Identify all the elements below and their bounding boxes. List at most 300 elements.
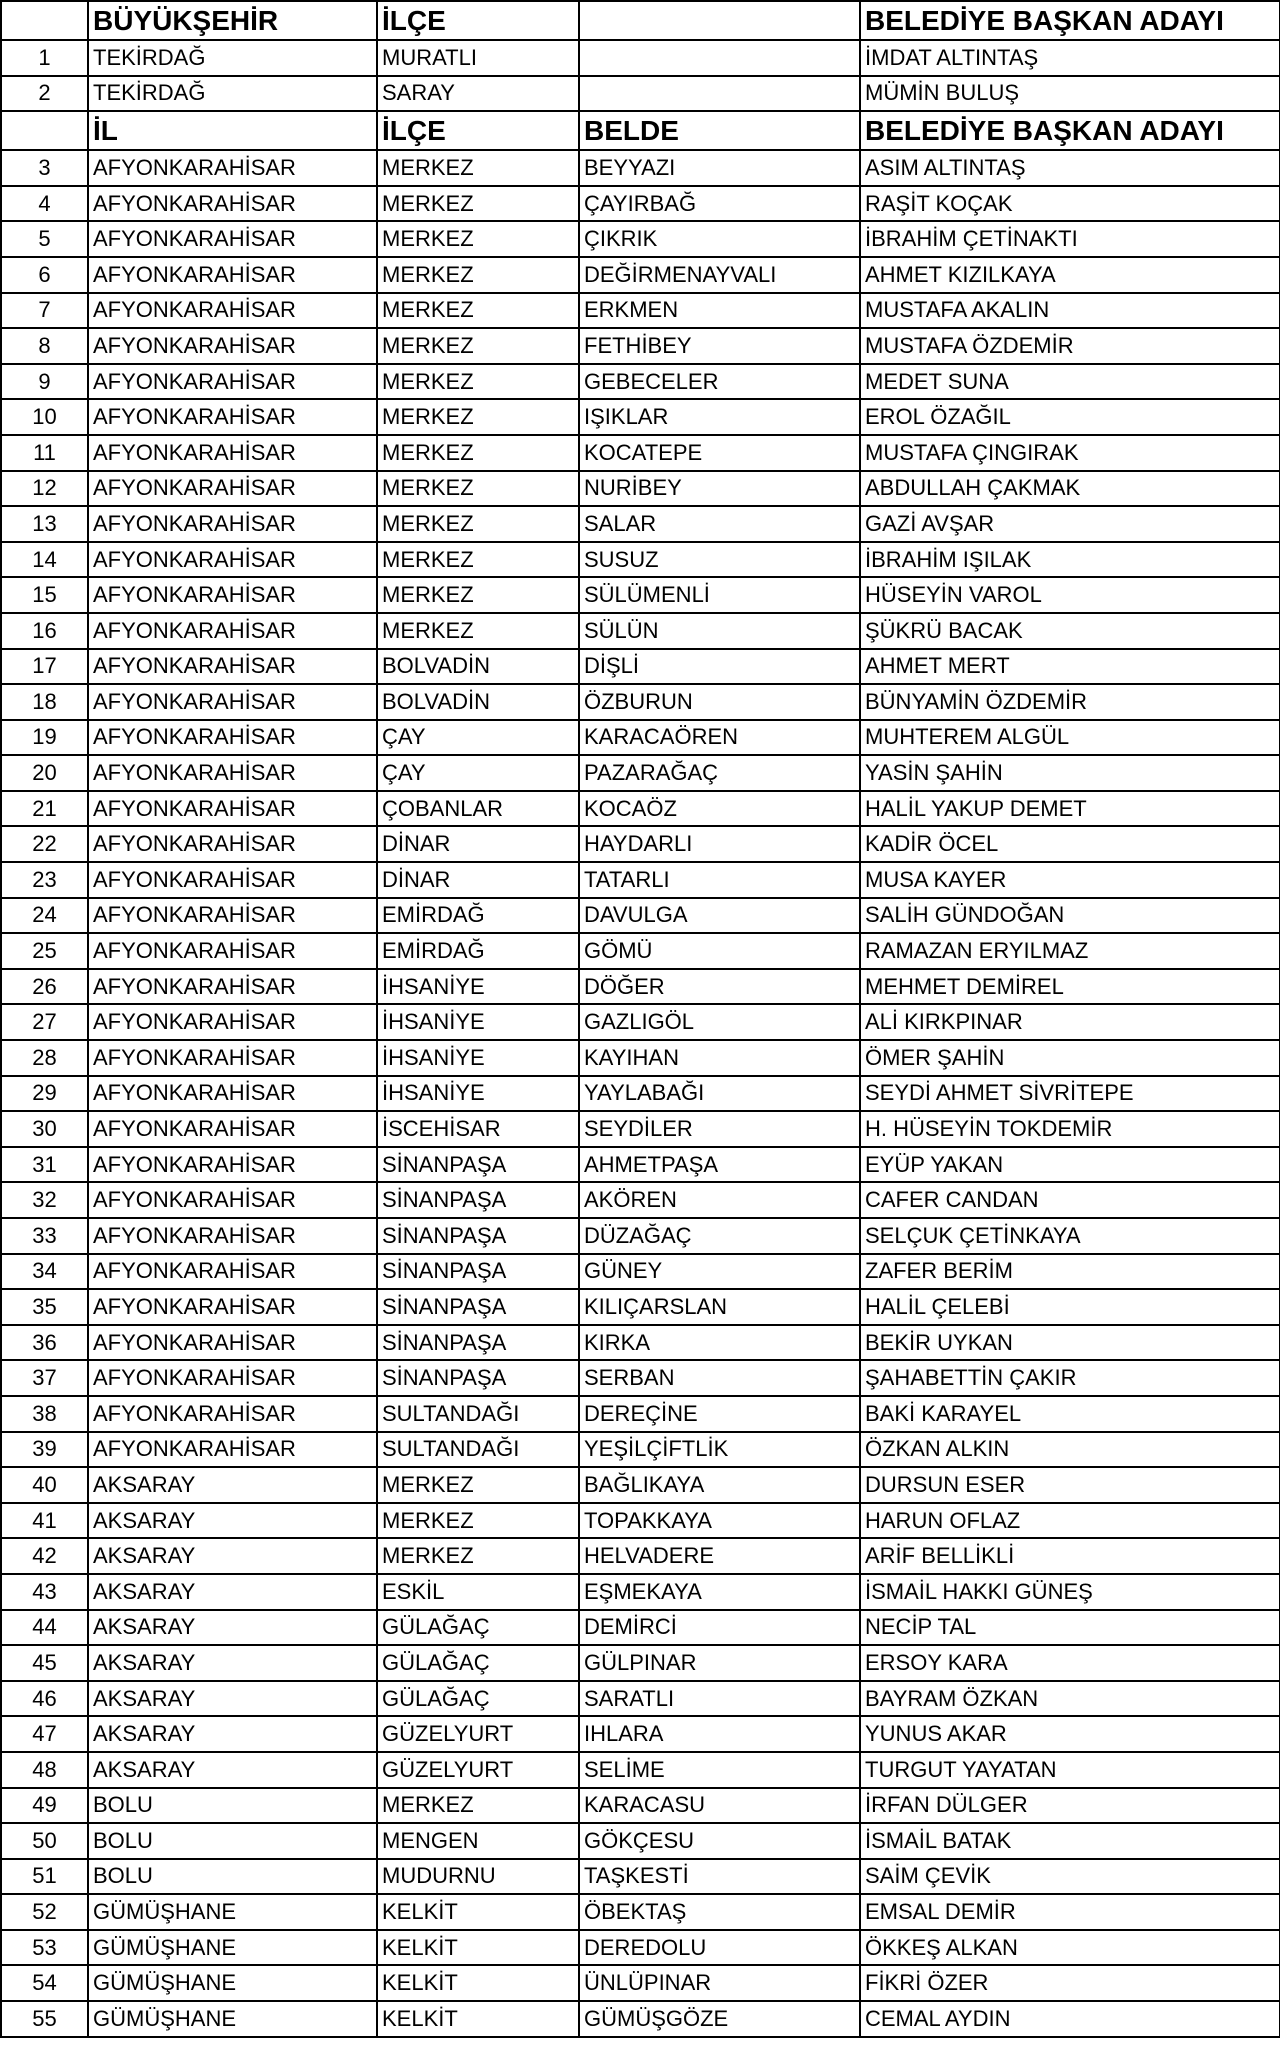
table-row (1, 1289, 1280, 1325)
cell-town: KILIÇARSLAN (579, 1289, 860, 1325)
cell-row-number: 35 (1, 1289, 88, 1325)
cell-row-number: 9 (1, 364, 88, 400)
cell-province: AFYONKARAHİSAR (88, 1218, 377, 1254)
cell-row-number: 4 (1, 186, 88, 222)
cell-province: AFYONKARAHİSAR (88, 1396, 377, 1432)
cell-district: EMİRDAĞ (377, 898, 579, 934)
cell-mayor-candidate: NECİP TAL (860, 1610, 1280, 1646)
table-row (1, 1360, 1280, 1396)
cell-row-number: 39 (1, 1432, 88, 1468)
cell-town: ÜNLÜPINAR (579, 1965, 860, 2001)
cell-mayor-candidate: MEHMET DEMİREL (860, 969, 1280, 1005)
cell-row-number: 43 (1, 1574, 88, 1610)
cell-district: MERKEZ (377, 328, 579, 364)
cell-province: AKSARAY (88, 1610, 377, 1646)
table-row (1, 1538, 1280, 1574)
cell-province: BOLU (88, 1788, 377, 1824)
cell-row-number: 19 (1, 720, 88, 756)
cell-mayor-candidate: SALİH GÜNDOĞAN (860, 898, 1280, 934)
cell-mayor-candidate: CAFER CANDAN (860, 1182, 1280, 1218)
cell-mayor-candidate: İBRAHİM ÇETİNAKTI (860, 221, 1280, 257)
cell-town: ERKMEN (579, 293, 860, 329)
cell-district: İHSANİYE (377, 1040, 579, 1076)
cell-town: PAZARAĞAÇ (579, 755, 860, 791)
cell-mayor-candidate: YUNUS AKAR (860, 1716, 1280, 1752)
cell-row-number: 45 (1, 1645, 88, 1681)
cell-town: TATARLI (579, 862, 860, 898)
cell-mayor-candidate: GAZİ AVŞAR (860, 506, 1280, 542)
header-row (1, 1, 1280, 40)
cell-town: HAYDARLI (579, 826, 860, 862)
cell-district: GÜLAĞAÇ (377, 1610, 579, 1646)
cell-mayor-candidate: ÖZKAN ALKIN (860, 1432, 1280, 1468)
cell-district: DİNAR (377, 862, 579, 898)
cell-row-number: 21 (1, 791, 88, 827)
cell-mayor-candidate: RAMAZAN ERYILMAZ (860, 933, 1280, 969)
cell-town: KAYIHAN (579, 1040, 860, 1076)
table-row (1, 1788, 1280, 1824)
candidate-table-body (1, 1, 1280, 2037)
cell-mayor-candidate: AHMET MERT (860, 649, 1280, 685)
table-row (1, 755, 1280, 791)
cell-district: SİNANPAŞA (377, 1147, 579, 1183)
cell-row-number: 22 (1, 826, 88, 862)
cell-district: MERKEZ (377, 613, 579, 649)
cell-mayor-candidate: ŞAHABETTİN ÇAKIR (860, 1360, 1280, 1396)
table-row (1, 898, 1280, 934)
cell-town: KARACAÖREN (579, 720, 860, 756)
cell-row-number: 10 (1, 399, 88, 435)
cell-district: MERKEZ (377, 542, 579, 578)
cell-row-number: 51 (1, 1859, 88, 1895)
cell-province: AFYONKARAHİSAR (88, 257, 377, 293)
cell-row-number: 54 (1, 1965, 88, 2001)
cell-row-number: 31 (1, 1147, 88, 1183)
cell-district: SULTANDAĞI (377, 1432, 579, 1468)
cell-row-number: 16 (1, 613, 88, 649)
cell-province: AFYONKARAHİSAR (88, 1040, 377, 1076)
cell-district: MUDURNU (377, 1859, 579, 1895)
cell-province: AFYONKARAHİSAR (88, 1004, 377, 1040)
cell-town: EŞMEKAYA (579, 1574, 860, 1610)
cell-row-number: 25 (1, 933, 88, 969)
cell-mayor-candidate: KADİR ÖCEL (860, 826, 1280, 862)
cell-province: AFYONKARAHİSAR (88, 1076, 377, 1112)
table-row (1, 1325, 1280, 1361)
cell-town (579, 76, 860, 112)
cell-row-number: 32 (1, 1182, 88, 1218)
table-row (1, 684, 1280, 720)
cell-mayor-candidate: MUSTAFA ÖZDEMİR (860, 328, 1280, 364)
cell-province: AKSARAY (88, 1645, 377, 1681)
table-row (1, 435, 1280, 471)
cell-mayor-candidate: HALİL YAKUP DEMET (860, 791, 1280, 827)
cell-town: ÖBEKTAŞ (579, 1894, 860, 1930)
table-row (1, 1218, 1280, 1254)
table-row (1, 969, 1280, 1005)
cell-mayor-candidate: CEMAL AYDIN (860, 2001, 1280, 2037)
cell-row-number: 8 (1, 328, 88, 364)
cell-town: IHLARA (579, 1716, 860, 1752)
cell-district: MERKEZ (377, 221, 579, 257)
cell-mayor-candidate: ARİF BELLİKLİ (860, 1538, 1280, 1574)
cell-town: AKÖREN (579, 1182, 860, 1218)
cell-province: AKSARAY (88, 1574, 377, 1610)
cell-district: KELKİT (377, 1965, 579, 2001)
cell-row-number: 47 (1, 1716, 88, 1752)
cell-province: AKSARAY (88, 1752, 377, 1788)
cell-district: SİNANPAŞA (377, 1182, 579, 1218)
cell-row-number: 41 (1, 1503, 88, 1539)
cell-district: SİNANPAŞA (377, 1254, 579, 1290)
cell-town: GÜLPINAR (579, 1645, 860, 1681)
cell-district: GÜLAĞAÇ (377, 1681, 579, 1717)
cell-mayor-candidate: ERSOY KARA (860, 1645, 1280, 1681)
cell-mayor-candidate: HARUN OFLAZ (860, 1503, 1280, 1539)
cell-town: GÜNEY (579, 1254, 860, 1290)
cell-town: AHMETPAŞA (579, 1147, 860, 1183)
cell-province: AFYONKARAHİSAR (88, 1182, 377, 1218)
cell-town: DAVULGA (579, 898, 860, 934)
cell-province: AFYONKARAHİSAR (88, 577, 377, 613)
cell-district: KELKİT (377, 1894, 579, 1930)
cell-mayor-candidate: İRFAN DÜLGER (860, 1788, 1280, 1824)
header-cell-town: BELDE (579, 111, 860, 150)
table-row (1, 862, 1280, 898)
cell-town: ÇIKRIK (579, 221, 860, 257)
table-row (1, 720, 1280, 756)
table-row (1, 1681, 1280, 1717)
table-row (1, 1040, 1280, 1076)
cell-row-number: 42 (1, 1538, 88, 1574)
header-cell-row-number (1, 111, 88, 150)
cell-row-number: 29 (1, 1076, 88, 1112)
cell-row-number: 3 (1, 150, 88, 186)
cell-town: DÜZAĞAÇ (579, 1218, 860, 1254)
cell-district: SİNANPAŞA (377, 1289, 579, 1325)
cell-district: ESKİL (377, 1574, 579, 1610)
cell-town: KOCATEPE (579, 435, 860, 471)
cell-province: AFYONKARAHİSAR (88, 150, 377, 186)
cell-district: MERKEZ (377, 1503, 579, 1539)
header-cell-mayor-candidate: BELEDİYE BAŞKAN ADAYI (860, 1, 1280, 40)
cell-district: MERKEZ (377, 577, 579, 613)
cell-row-number: 28 (1, 1040, 88, 1076)
cell-district: BOLVADİN (377, 684, 579, 720)
cell-mayor-candidate: ABDULLAH ÇAKMAK (860, 471, 1280, 507)
cell-mayor-candidate: ALİ KIRKPINAR (860, 1004, 1280, 1040)
cell-district: SARAY (377, 76, 579, 112)
cell-town: SALAR (579, 506, 860, 542)
cell-town: NURİBEY (579, 471, 860, 507)
cell-town: GAZLIGÖL (579, 1004, 860, 1040)
cell-town: YAYLABAĞI (579, 1076, 860, 1112)
table-row (1, 1859, 1280, 1895)
cell-mayor-candidate: MUSA KAYER (860, 862, 1280, 898)
cell-province: AFYONKARAHİSAR (88, 933, 377, 969)
table-row (1, 933, 1280, 969)
table-row (1, 328, 1280, 364)
cell-town: BEYYAZI (579, 150, 860, 186)
cell-district: KELKİT (377, 2001, 579, 2037)
cell-row-number: 50 (1, 1823, 88, 1859)
cell-district: İHSANİYE (377, 969, 579, 1005)
table-row (1, 257, 1280, 293)
cell-town: YEŞİLÇİFTLİK (579, 1432, 860, 1468)
header-cell-row-number (1, 1, 88, 40)
cell-province: AKSARAY (88, 1538, 377, 1574)
cell-district: İHSANİYE (377, 1076, 579, 1112)
cell-row-number: 14 (1, 542, 88, 578)
cell-town: SEYDİLER (579, 1111, 860, 1147)
cell-province: AFYONKARAHİSAR (88, 1111, 377, 1147)
cell-row-number: 37 (1, 1360, 88, 1396)
cell-mayor-candidate: SELÇUK ÇETİNKAYA (860, 1218, 1280, 1254)
cell-mayor-candidate: EROL ÖZAĞIL (860, 399, 1280, 435)
cell-province: AKSARAY (88, 1503, 377, 1539)
cell-mayor-candidate: MEDET SUNA (860, 364, 1280, 400)
cell-district: GÜLAĞAÇ (377, 1645, 579, 1681)
cell-row-number: 15 (1, 577, 88, 613)
cell-province: GÜMÜŞHANE (88, 1894, 377, 1930)
cell-province: AFYONKARAHİSAR (88, 1325, 377, 1361)
cell-row-number: 23 (1, 862, 88, 898)
cell-mayor-candidate: ŞÜKRÜ BACAK (860, 613, 1280, 649)
cell-district: SULTANDAĞI (377, 1396, 579, 1432)
cell-mayor-candidate: ÖKKEŞ ALKAN (860, 1930, 1280, 1966)
cell-district: MERKEZ (377, 1788, 579, 1824)
cell-province: BOLU (88, 1823, 377, 1859)
cell-mayor-candidate: İBRAHİM IŞILAK (860, 542, 1280, 578)
table-row (1, 1894, 1280, 1930)
cell-mayor-candidate: SEYDİ AHMET SİVRİTEPE (860, 1076, 1280, 1112)
cell-town: GÖMÜ (579, 933, 860, 969)
cell-row-number: 2 (1, 76, 88, 112)
cell-row-number: 26 (1, 969, 88, 1005)
table-row (1, 1432, 1280, 1468)
cell-district: MERKEZ (377, 257, 579, 293)
table-row (1, 542, 1280, 578)
cell-district: SİNANPAŞA (377, 1325, 579, 1361)
cell-town: SÜLÜN (579, 613, 860, 649)
cell-town: DEREÇİNE (579, 1396, 860, 1432)
cell-row-number: 44 (1, 1610, 88, 1646)
cell-row-number: 53 (1, 1930, 88, 1966)
header-cell-town (579, 1, 860, 40)
cell-mayor-candidate: ASIM ALTINTAŞ (860, 150, 1280, 186)
cell-province: BOLU (88, 1859, 377, 1895)
table-row (1, 613, 1280, 649)
table-row (1, 1752, 1280, 1788)
cell-row-number: 11 (1, 435, 88, 471)
header-cell-district: İLÇE (377, 1, 579, 40)
cell-mayor-candidate: H. HÜSEYİN TOKDEMİR (860, 1111, 1280, 1147)
cell-district: ÇAY (377, 720, 579, 756)
table-row (1, 1182, 1280, 1218)
cell-row-number: 52 (1, 1894, 88, 1930)
cell-district: MERKEZ (377, 1467, 579, 1503)
table-row (1, 399, 1280, 435)
table-row (1, 1503, 1280, 1539)
cell-mayor-candidate: BEKİR UYKAN (860, 1325, 1280, 1361)
cell-row-number: 49 (1, 1788, 88, 1824)
table-row (1, 471, 1280, 507)
cell-town: TOPAKKAYA (579, 1503, 860, 1539)
table-row (1, 649, 1280, 685)
table-row (1, 826, 1280, 862)
cell-town: ÖZBURUN (579, 684, 860, 720)
cell-mayor-candidate: MUSTAFA AKALIN (860, 293, 1280, 329)
cell-province: AFYONKARAHİSAR (88, 506, 377, 542)
cell-mayor-candidate: EMSAL DEMİR (860, 1894, 1280, 1930)
cell-row-number: 38 (1, 1396, 88, 1432)
table-row (1, 1076, 1280, 1112)
cell-province: AFYONKARAHİSAR (88, 969, 377, 1005)
cell-row-number: 1 (1, 40, 88, 76)
cell-district: GÜZELYURT (377, 1716, 579, 1752)
cell-province: AFYONKARAHİSAR (88, 1432, 377, 1468)
cell-row-number: 36 (1, 1325, 88, 1361)
table-row (1, 1930, 1280, 1966)
cell-district: SİNANPAŞA (377, 1218, 579, 1254)
cell-mayor-candidate: İSMAİL HAKKI GÜNEŞ (860, 1574, 1280, 1610)
cell-province: GÜMÜŞHANE (88, 2001, 377, 2037)
cell-district: MENGEN (377, 1823, 579, 1859)
cell-province: AFYONKARAHİSAR (88, 399, 377, 435)
cell-mayor-candidate: MÜMİN BULUŞ (860, 76, 1280, 112)
table-row (1, 293, 1280, 329)
cell-row-number: 7 (1, 293, 88, 329)
cell-row-number: 30 (1, 1111, 88, 1147)
cell-row-number: 34 (1, 1254, 88, 1290)
cell-province: GÜMÜŞHANE (88, 1930, 377, 1966)
cell-province: TEKİRDAĞ (88, 40, 377, 76)
cell-district: MERKEZ (377, 471, 579, 507)
table-row (1, 1716, 1280, 1752)
cell-district: ÇAY (377, 755, 579, 791)
cell-town: ÇAYIRBAĞ (579, 186, 860, 222)
cell-province: AFYONKARAHİSAR (88, 1147, 377, 1183)
cell-province: AFYONKARAHİSAR (88, 862, 377, 898)
cell-town: SELİME (579, 1752, 860, 1788)
table-row (1, 1467, 1280, 1503)
cell-town: DEREDOLU (579, 1930, 860, 1966)
cell-row-number: 33 (1, 1218, 88, 1254)
cell-mayor-candidate: AHMET KIZILKAYA (860, 257, 1280, 293)
cell-row-number: 55 (1, 2001, 88, 2037)
cell-province: AFYONKARAHİSAR (88, 1289, 377, 1325)
table-row (1, 364, 1280, 400)
table-row (1, 791, 1280, 827)
cell-row-number: 40 (1, 1467, 88, 1503)
cell-province: AKSARAY (88, 1681, 377, 1717)
cell-district: MERKEZ (377, 364, 579, 400)
cell-district: ÇOBANLAR (377, 791, 579, 827)
cell-mayor-candidate: BÜNYAMİN ÖZDEMİR (860, 684, 1280, 720)
cell-row-number: 6 (1, 257, 88, 293)
cell-district: SİNANPAŞA (377, 1360, 579, 1396)
cell-row-number: 48 (1, 1752, 88, 1788)
cell-town: GÖKÇESU (579, 1823, 860, 1859)
cell-row-number: 27 (1, 1004, 88, 1040)
table-row (1, 1823, 1280, 1859)
cell-province: AFYONKARAHİSAR (88, 613, 377, 649)
cell-town: HELVADERE (579, 1538, 860, 1574)
cell-province: AFYONKARAHİSAR (88, 364, 377, 400)
cell-town (579, 40, 860, 76)
table-row (1, 1610, 1280, 1646)
cell-province: AFYONKARAHİSAR (88, 435, 377, 471)
cell-district: BOLVADİN (377, 649, 579, 685)
table-row (1, 1574, 1280, 1610)
cell-province: AFYONKARAHİSAR (88, 293, 377, 329)
cell-province: AFYONKARAHİSAR (88, 755, 377, 791)
table-row (1, 1004, 1280, 1040)
cell-district: MERKEZ (377, 506, 579, 542)
cell-mayor-candidate: MUHTEREM ALGÜL (860, 720, 1280, 756)
cell-province: AFYONKARAHİSAR (88, 1254, 377, 1290)
cell-row-number: 12 (1, 471, 88, 507)
cell-mayor-candidate: DURSUN ESER (860, 1467, 1280, 1503)
cell-town: BAĞLIKAYA (579, 1467, 860, 1503)
cell-mayor-candidate: TURGUT YAYATAN (860, 1752, 1280, 1788)
cell-mayor-candidate: EYÜP YAKAN (860, 1147, 1280, 1183)
cell-province: AFYONKARAHİSAR (88, 328, 377, 364)
cell-province: AKSARAY (88, 1467, 377, 1503)
table-row (1, 1147, 1280, 1183)
table-row (1, 506, 1280, 542)
cell-district: MURATLI (377, 40, 579, 76)
cell-town: KIRKA (579, 1325, 860, 1361)
cell-town: IŞIKLAR (579, 399, 860, 435)
cell-district: MERKEZ (377, 186, 579, 222)
table-row (1, 1645, 1280, 1681)
cell-province: AFYONKARAHİSAR (88, 791, 377, 827)
table-row (1, 1111, 1280, 1147)
cell-row-number: 5 (1, 221, 88, 257)
cell-district: EMİRDAĞ (377, 933, 579, 969)
table-row (1, 40, 1280, 76)
cell-district: KELKİT (377, 1930, 579, 1966)
cell-mayor-candidate: SAİM ÇEVİK (860, 1859, 1280, 1895)
cell-town: DİŞLİ (579, 649, 860, 685)
cell-district: MERKEZ (377, 399, 579, 435)
table-row (1, 76, 1280, 112)
cell-row-number: 13 (1, 506, 88, 542)
cell-mayor-candidate: BAKİ KARAYEL (860, 1396, 1280, 1432)
cell-town: SÜLÜMENLİ (579, 577, 860, 613)
header-cell-mayor-candidate: BELEDİYE BAŞKAN ADAYI (860, 111, 1280, 150)
cell-mayor-candidate: BAYRAM ÖZKAN (860, 1681, 1280, 1717)
table-row (1, 1396, 1280, 1432)
cell-row-number: 46 (1, 1681, 88, 1717)
cell-row-number: 20 (1, 755, 88, 791)
cell-town: DEĞİRMENAYVALI (579, 257, 860, 293)
header-cell-district: İLÇE (377, 111, 579, 150)
cell-mayor-candidate: FİKRİ ÖZER (860, 1965, 1280, 2001)
cell-province: GÜMÜŞHANE (88, 1965, 377, 2001)
table-row (1, 150, 1280, 186)
table-row (1, 577, 1280, 613)
table-row (1, 1254, 1280, 1290)
cell-town: KOCAÖZ (579, 791, 860, 827)
cell-row-number: 18 (1, 684, 88, 720)
cell-district: GÜZELYURT (377, 1752, 579, 1788)
cell-mayor-candidate: YASİN ŞAHİN (860, 755, 1280, 791)
cell-mayor-candidate: ÖMER ŞAHİN (860, 1040, 1280, 1076)
cell-town: SARATLI (579, 1681, 860, 1717)
cell-district: İHSANİYE (377, 1004, 579, 1040)
